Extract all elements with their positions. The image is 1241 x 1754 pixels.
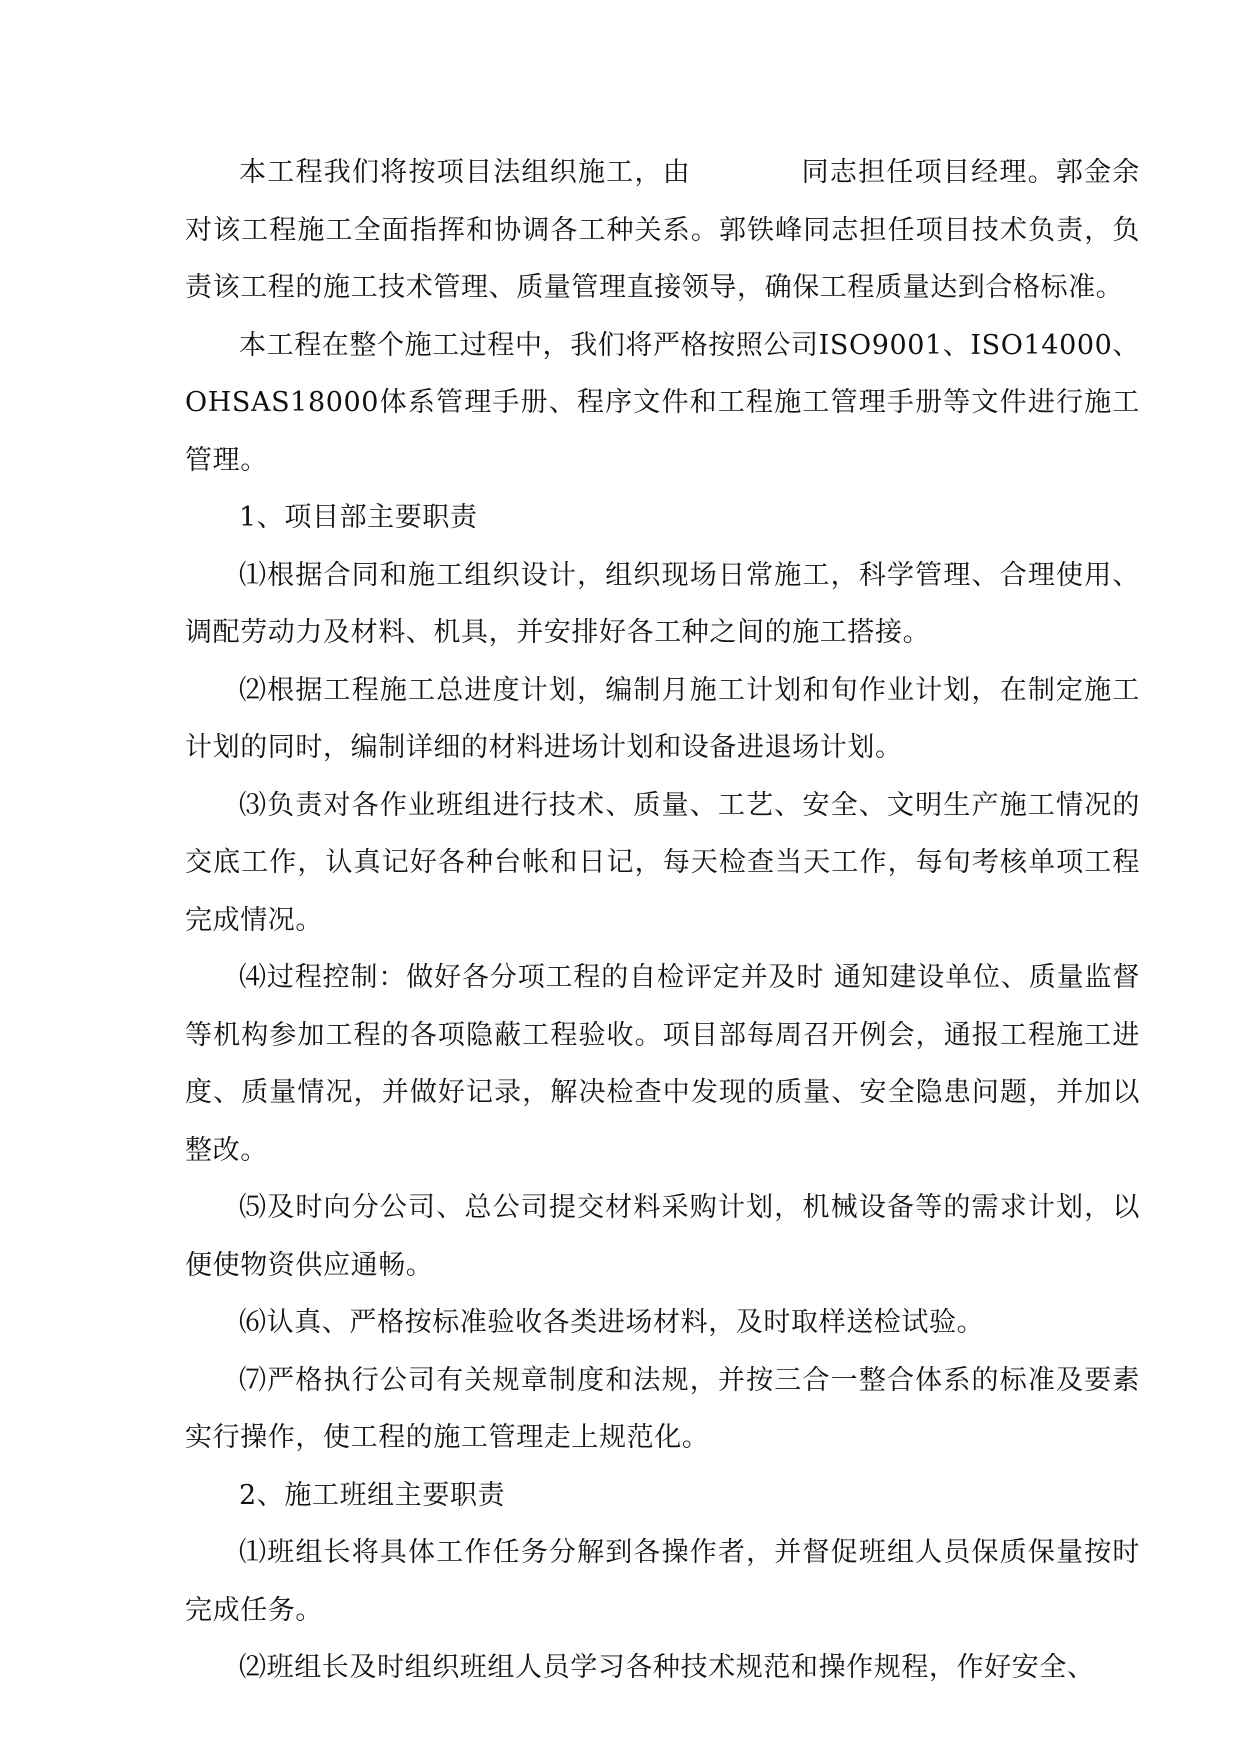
- section-1-item-5: ⑸及时向分公司、总公司提交材料采购计划，机械设备等的需求计划，以便使物资供应通畅。: [185, 1192, 1140, 1281]
- paragraph-intro-1: [185, 144, 1140, 317]
- section-2-item-1: ⑴班组长将具体工作任务分解到各操作者，并督促班组人员保质保量按时完成任务。: [185, 1537, 1140, 1626]
- document-body: [185, 144, 1140, 1697]
- section-1-item-3: ⑶负责对各作业班组进行技术、质量、工艺、安全、文明生产施工情况的交底工作，认真记好各种台帐和日记，每天检查当天工作，每旬考核单项工程完成情况。: [185, 789, 1140, 936]
- section-1-item-2: ⑵根据工程施工总进度计划，编制月施工计划和旬作业计划，在制定施工计划的同时，编制详细的材料进场计划和设备进退场计划。: [185, 674, 1140, 763]
- section-1-item-6: ⑹认真、严格按标准验收各类进场材料，及时取样送检试验。: [239, 1307, 985, 1338]
- section-1-item-1: ⑴根据合同和施工组织设计，组织现场日常施工，科学管理、合理使用、调配劳动力及材料、机具，并安排好各工种之间的施工搭接。: [185, 559, 1140, 648]
- section-2-item-2: ⑵班组长及时组织班组人员学习各种技术规范和操作规程，作好安全、: [239, 1652, 1095, 1683]
- section-1-item-7: ⑺严格执行公司有关规章制度和法规，并按三合一整合体系的标准及要素实行操作，使工程的施工管理走上规范化。: [185, 1364, 1140, 1453]
- paragraph-intro-2: 本工程在整个施工过程中，我们将严格按照公司ISO9001、ISO14000、OHSAS18000体系管理手册、程序文件和工程施工管理手册等文件进行施工管理。: [185, 329, 1140, 476]
- section-1-item-4: ⑷过程控制：做好各分项工程的自检评定并及时 通知建设单位、质量监督等机构参加工程的各项隐蔽工程验收。项目部每周召开例会，通报工程施工进度、质量情况，并做好记录，解决检查中发现的质量、安全隐患问题，并加以整改。: [185, 962, 1140, 1166]
- intro-text-part-2: 同志担任项目经理。郭金余对该工程施工全面指挥和协调各工种关系。郭铁峰同志担任项目技术负责，负责该工程的施工技术管理、质量管理直接领导，确保工程质量达到合格标准。: [185, 157, 1140, 303]
- intro-text-part-1: 本工程我们将按项目法组织施工，由: [239, 157, 691, 188]
- section-2-heading: 2、施工班组主要职责: [239, 1479, 506, 1511]
- section-1-heading: 1、项目部主要职责: [239, 502, 478, 533]
